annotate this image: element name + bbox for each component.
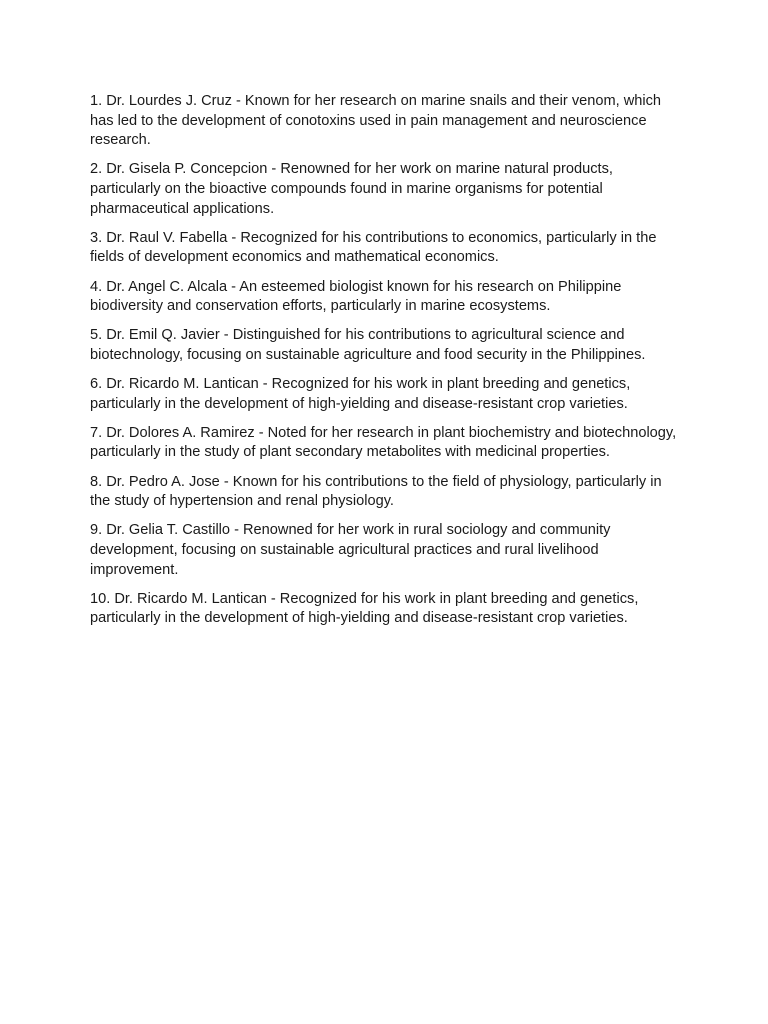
list-item: 5. Dr. Emil Q. Javier - Distinguished for his contributions to agricultural science and biotechnology, focusing on sustainable agriculture and food security in the Philippines. — [90, 327, 646, 363]
list-item: 8. Dr. Pedro A. Jose - Known for his contributions to the field of physiology, particularly in the study of hypertension and renal physiology. — [90, 473, 662, 510]
list-item: 6. Dr. Ricardo M. Lantican - Recognized for his work in plant breeding and genetics, particularly in the development of high-yielding and disease-resistant crop varieties. — [90, 376, 631, 412]
list-item: 3. Dr. Raul V. Fabella - Recognized for his contributions to economics, particularly in the fields of development economics and mathematical economics. — [90, 229, 657, 266]
list-item: 9. Dr. Gelia T. Castillo - Renowned for her work in rural sociology and community development, focusing on sustainable agricultural practices and rural livelihood improvement. — [90, 522, 611, 578]
list-item: 10. Dr. Ricardo M. Lantican - Recognized for his work in plant breeding and genetics, particularly in the development of high-yielding and disease-resistant crop varieties. — [90, 590, 639, 627]
list-item: 7. Dr. Dolores A. Ramirez - Noted for her research in plant biochemistry and biotechnology, particularly in the study of plant secondary metabolites with medicinal properties. — [90, 424, 677, 461]
list-item: 1. Dr. Lourdes J. Cruz - Known for her research on marine snails and their venom, which has led to the development of conotoxins used in pain management and neuroscience research. — [90, 93, 662, 149]
list-item: 2. Dr. Gisela P. Concepcion - Renowned for her work on marine natural products, particularly on the bioactive compounds found in marine organisms for potential pharmaceutical applications. — [90, 161, 613, 217]
document-body — [90, 92, 680, 639]
list-item: 4. Dr. Angel C. Alcala - An esteemed biologist known for his research on Philippine biodiversity and conservation efforts, particularly in marine ecosystems. — [90, 278, 622, 315]
